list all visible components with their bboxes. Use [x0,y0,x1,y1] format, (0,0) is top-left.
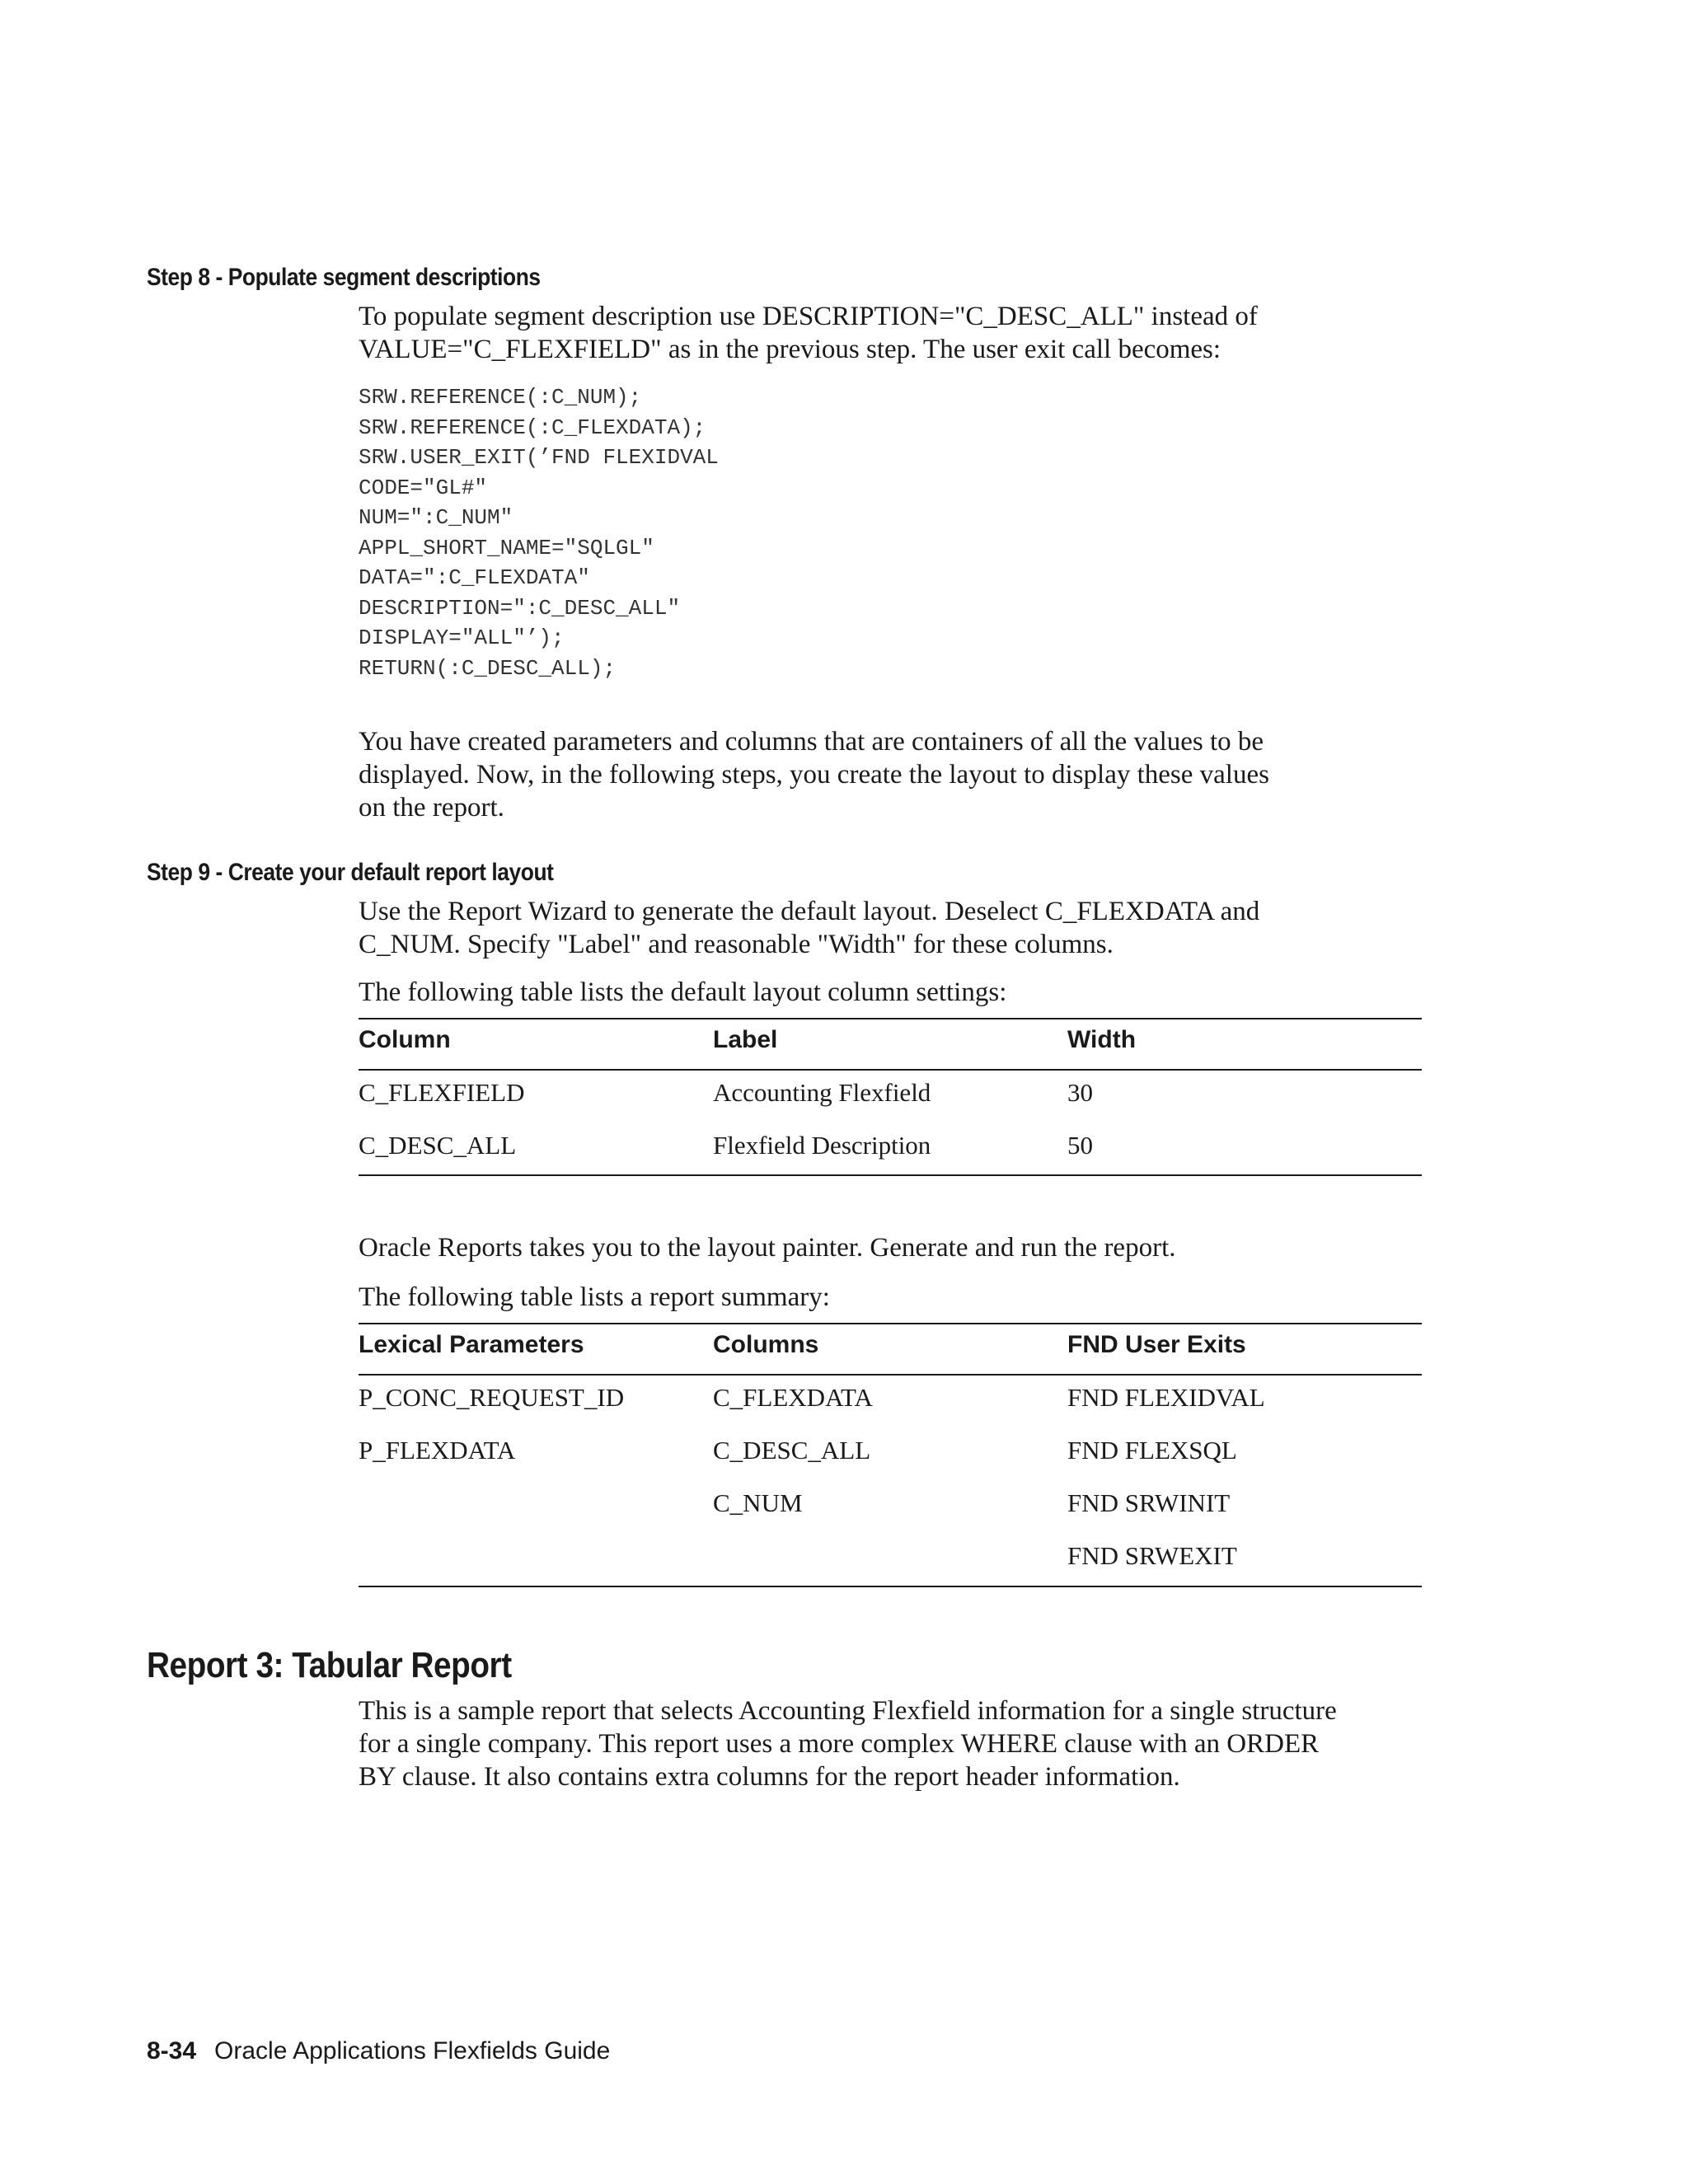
table-cell: FND SRWINIT [1067,1488,1231,1517]
code-line: SRW.USER_EXIT(’FND FLEXIDVAL [359,445,719,470]
page-number: 8-34 [147,2037,197,2064]
table-header-cell: Width [1067,1026,1137,1053]
step8-paragraph [359,300,1430,366]
step8-para2-line-1: You have created parameters and columns that are containers of all the values to be [359,727,1264,757]
table-cell: C_NUM [713,1488,803,1517]
table-cell: Accounting Flexfield [713,1078,931,1107]
step8-heading: Step 8 - Populate segment descriptions [147,264,541,291]
report3-paragraph [359,1694,1447,1793]
step9-para-line-1: Use the Report Wizard to generate the default layout. Deselect C_FLEXDATA and [359,897,1260,926]
code-line: CODE="GL#" [359,475,488,500]
table-cell: FND FLEXSQL [1067,1436,1237,1465]
table-cell: 50 [1067,1131,1093,1160]
code-line: DISPLAY="ALL"’); [359,626,565,650]
table-header-cell: Columns [713,1331,819,1358]
code-line: SRW.REFERENCE(:C_NUM); [359,385,642,410]
table-header-cell: Column [359,1026,451,1053]
step8-para-line-1: To populate segment description use DESCRIPTION="C_DESC_ALL" instead of [359,302,1258,331]
report3-para-line-2: for a single company. This report uses a more complex WHERE clause with an ORDER [359,1729,1320,1759]
table-cell: P_FLEXDATA [359,1436,516,1465]
step8-para-line-2: VALUE="C_FLEXFIELD" as in the previous step. The user exit call becomes: [359,335,1221,364]
table-header-rule [359,1374,1422,1376]
step9-heading: Step 9 - Create your default report layout [147,859,554,886]
table-bottom-rule [359,1174,1422,1176]
code-line: SRW.REFERENCE(:C_FLEXDATA); [359,415,706,440]
step8-paragraph-2 [359,725,1430,824]
table-cell: FND FLEXIDVAL [1067,1383,1265,1412]
table-top-rule [359,1018,1422,1019]
table-cell: C_DESC_ALL [713,1436,871,1465]
table2-intro: The following table lists a report summary: [359,1282,830,1312]
table-cell: FND SRWEXIT [1067,1541,1237,1570]
step8-para2-line-2: displayed. Now, in the following steps, you create the layout to display these values [359,760,1269,790]
table-top-rule [359,1323,1422,1324]
table-header-cell: Label [713,1026,778,1053]
step8-para2-line-3: on the report. [359,793,504,823]
report3-para-line-1: This is a sample report that selects Accounting Flexfield information for a single structure [359,1696,1337,1726]
table-header-rule [359,1069,1422,1071]
table-cell: Flexfield Description [713,1131,931,1160]
table-cell: C_FLEXDATA [713,1383,873,1412]
code-line: RETURN(:C_DESC_ALL); [359,655,617,681]
table-cell: 30 [1067,1078,1093,1107]
table-cell: C_DESC_ALL [359,1131,517,1160]
code-line: DATA=":C_FLEXDATA" [359,565,590,590]
step9-para-line-2: C_NUM. Specify "Label" and reasonable "Width" for these columns. [359,930,1114,959]
report3-para-line-3: BY clause. It also contains extra columns for the report header information. [359,1762,1180,1792]
step9-paragraph-3: Oracle Reports takes you to the layout painter. Generate and run the report. [359,1233,1176,1263]
code-line: APPL_SHORT_NAME="SQLGL" [359,535,654,560]
table-header-cell: FND User Exits [1067,1331,1246,1358]
table-cell: P_CONC_REQUEST_ID [359,1383,625,1412]
report3-heading: Report 3: Tabular Report [147,1645,512,1685]
code-line: NUM=":C_NUM" [359,505,513,530]
code-line: DESCRIPTION=":C_DESC_ALL" [359,595,681,621]
step8-code-block [359,382,719,683]
table-header-cell: Lexical Parameters [359,1331,584,1358]
page-footer [147,2037,610,2065]
table1-intro: The following table lists the default layout column settings: [359,977,1007,1007]
table-cell: C_FLEXFIELD [359,1078,525,1107]
guide-title: Oracle Applications Flexfields Guide [214,2037,611,2064]
table-bottom-rule [359,1586,1422,1587]
step9-paragraph [359,895,1430,961]
